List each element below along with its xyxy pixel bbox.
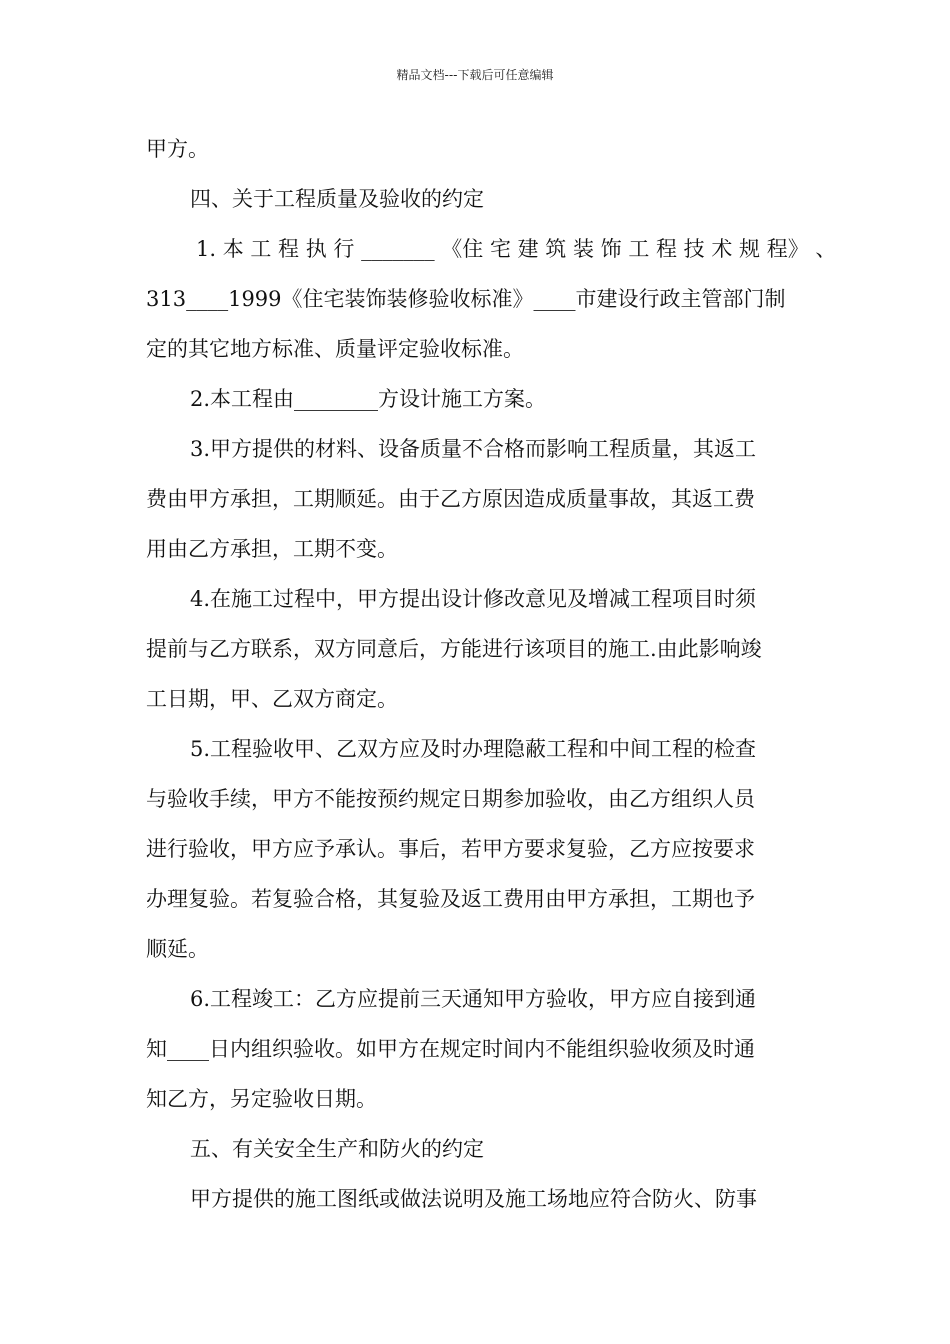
text-line: 313____1999《住宅装饰装修验收标准》____市建设行政主管部门制	[146, 287, 786, 311]
text-line: 工日期，甲、乙双方商定。	[146, 687, 398, 711]
text-line: 知____日内组织验收。如甲方在规定时间内不能组织验收须及时通	[146, 1037, 755, 1061]
text-line: 办理复验。若复验合格，其复验及返工费用由甲方承担，工期也予	[146, 887, 755, 911]
text-line: 提前与乙方联系，双方同意后，方能进行该项目的施工.由此影响竣	[146, 637, 762, 661]
text-line: 甲方提供的施工图纸或做法说明及施工场地应符合防火、防事	[190, 1187, 757, 1211]
text-line: 顺延。	[146, 937, 209, 961]
text-line: 4.在施工过程中，甲方提出设计修改意见及增减工程项目时须	[190, 587, 757, 611]
section-heading: 五、有关安全生产和防火的约定	[190, 1137, 484, 1161]
text-line: 甲方。	[146, 137, 209, 161]
text-line: 3.甲方提供的材料、设备质量不合格而影响工程质量，其返工	[190, 437, 757, 461]
text-line: 与验收手续，甲方不能按预约规定日期参加验收，由乙方组织人员	[146, 787, 755, 811]
text-line: 进行验收，甲方应予承认。事后，若甲方要求复验，乙方应按要求	[146, 837, 755, 861]
text-line: 5.工程验收甲、乙双方应及时办理隐蔽工程和中间工程的检查	[190, 737, 757, 761]
section-heading: 四、关于工程质量及验收的约定	[190, 187, 484, 211]
text-line: 知乙方，另定验收日期。	[146, 1087, 377, 1111]
text-line: 6.工程竣工：乙方应提前三天通知甲方验收，甲方应自接到通	[190, 987, 757, 1011]
text-line: 费由甲方承担，工期顺延。由于乙方原因造成质量事故，其返工费	[146, 487, 755, 511]
text-line: 用由乙方承担，工期不变。	[146, 537, 398, 561]
text-line: 2.本工程由________方设计施工方案。	[190, 387, 547, 411]
text-line: 1. 本 工 程 执 行 _______ 《住 宅 建 筑 装 饰 工 程 技 术 规 程》 、	[196, 237, 837, 261]
page-header: 精品文档---下载后可任意编辑	[396, 68, 554, 82]
text-line: 定的其它地方标准、质量评定验收标准。	[146, 337, 524, 361]
